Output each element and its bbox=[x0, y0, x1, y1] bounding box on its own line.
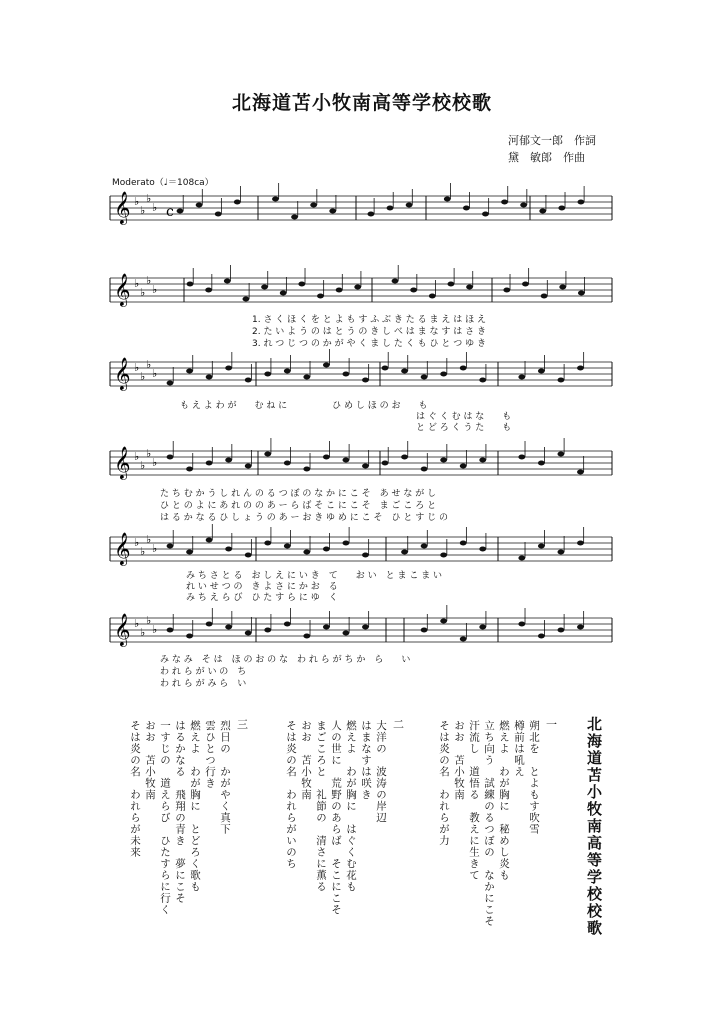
note-head bbox=[225, 366, 232, 371]
note-head bbox=[343, 541, 350, 546]
treble-clef: 𝄞 bbox=[114, 273, 131, 306]
verse-line: 樽前は吼え bbox=[513, 720, 525, 778]
note-head bbox=[518, 375, 525, 380]
note-head bbox=[323, 625, 330, 630]
note-head bbox=[538, 461, 545, 466]
verse-number-2: 二 bbox=[393, 718, 404, 731]
treble-clef: 𝄞 bbox=[114, 357, 131, 390]
verse-line: まごころと 礼節の 清さに薫る bbox=[315, 720, 327, 893]
note-head bbox=[421, 375, 428, 380]
lyric-line: た ち む か う し れ ん の る つ ぼ の な か に こ そ あ せ な が し bbox=[160, 489, 437, 499]
note-head bbox=[206, 538, 213, 543]
lyric-line: み ち さ と る お し え に い き て お い と ま こ ま い bbox=[186, 571, 443, 581]
flat-sign: ♭ bbox=[152, 283, 158, 296]
song-title: 北海道苫小牧南高等学校校歌 bbox=[231, 92, 492, 114]
note-head bbox=[317, 294, 324, 299]
note-head bbox=[167, 381, 174, 386]
note-head bbox=[460, 464, 467, 469]
note-head bbox=[558, 550, 565, 555]
flat-sign: ♭ bbox=[134, 361, 140, 374]
note-head bbox=[206, 375, 213, 380]
note-head bbox=[482, 212, 489, 217]
note-head bbox=[303, 550, 310, 555]
lyric-line: わ れ ら が い の ち bbox=[160, 667, 247, 677]
note-head bbox=[429, 294, 436, 299]
note-head bbox=[558, 378, 565, 383]
note-head bbox=[167, 544, 174, 549]
note-head bbox=[205, 288, 212, 293]
lyric-line: み ち え ら び ひ た す ら に ゆ く bbox=[186, 593, 338, 603]
note-head bbox=[577, 541, 584, 546]
verse-line: 燃えよ わが胸に 秘めし炎も bbox=[498, 720, 510, 881]
lyric-line: 1. さ く ほ く を と よ も す ふ ぶ き た る ま え は ほ え bbox=[252, 315, 486, 325]
note-head bbox=[186, 369, 193, 374]
note-head bbox=[518, 556, 525, 561]
note-head bbox=[362, 378, 369, 383]
verse-line: 烈日の かがやく真下 bbox=[219, 720, 231, 835]
note-head bbox=[264, 628, 271, 633]
treble-clef: 𝄞 bbox=[114, 446, 131, 479]
verse-line: 大洋の 波涛の岸辺 bbox=[375, 720, 387, 824]
verse-line: そは炎の名 われらが力 bbox=[438, 720, 450, 847]
verse-number-3: 三 bbox=[237, 718, 248, 731]
lyric-line: み な み そ は ほ の お の な わ れ ら が ち か ら い bbox=[160, 655, 411, 665]
flat-sign: ♭ bbox=[146, 533, 152, 546]
note-head bbox=[539, 209, 546, 214]
flat-sign: ♭ bbox=[134, 450, 140, 463]
note-head bbox=[186, 467, 193, 472]
note-head bbox=[167, 628, 174, 633]
note-head bbox=[245, 631, 252, 636]
verse-line: おお 苫小牧南 bbox=[453, 720, 465, 801]
flat-sign: ♭ bbox=[146, 614, 152, 627]
lyric-line: 3. れ つ じ つ の か が や く ま し た く も ひ と つ ゆ き bbox=[252, 339, 486, 349]
note-head bbox=[578, 291, 585, 296]
treble-clef: 𝄞 bbox=[114, 532, 131, 565]
lyric-line: 2. た い よ う の は と う の き し べ は ま な す は さ き bbox=[252, 327, 486, 337]
note-head bbox=[264, 452, 271, 457]
note-head bbox=[272, 197, 279, 202]
note-head bbox=[368, 212, 375, 217]
flat-sign: ♭ bbox=[152, 623, 158, 636]
flat-sign: ♭ bbox=[134, 617, 140, 630]
note-head bbox=[224, 279, 231, 284]
note-head bbox=[479, 625, 486, 630]
lyric-line: ひ と の よ に あ れ の の あ ー ら ば そ こ に こ そ ま ご こ ろ と bbox=[160, 501, 437, 511]
verse-number-1: 一 bbox=[546, 718, 557, 731]
note-head bbox=[234, 200, 241, 205]
note-head bbox=[323, 363, 330, 368]
flat-sign: ♭ bbox=[140, 626, 146, 639]
flat-sign: ♭ bbox=[134, 277, 140, 290]
flat-sign: ♭ bbox=[140, 370, 146, 383]
note-head bbox=[261, 285, 268, 290]
note-head bbox=[225, 547, 232, 552]
note-head bbox=[354, 285, 361, 290]
note-head bbox=[303, 375, 310, 380]
note-head bbox=[323, 547, 330, 552]
note-head bbox=[303, 467, 310, 472]
note-head bbox=[362, 464, 369, 469]
note-head bbox=[186, 634, 193, 639]
note-head bbox=[167, 455, 174, 460]
flat-sign: ♭ bbox=[134, 195, 140, 208]
note-head bbox=[362, 625, 369, 630]
note-head bbox=[503, 288, 510, 293]
note-head bbox=[421, 467, 428, 472]
note-head bbox=[382, 461, 389, 466]
flat-sign: ♭ bbox=[152, 542, 158, 555]
note-head bbox=[243, 297, 250, 302]
note-head bbox=[225, 625, 232, 630]
flat-sign: ♭ bbox=[140, 545, 146, 558]
note-head bbox=[577, 470, 584, 475]
note-head bbox=[440, 372, 447, 377]
lyric-line: も え よ わ が む ね に ひ め し ほ の お も bbox=[180, 401, 428, 411]
note-head bbox=[538, 369, 545, 374]
note-head bbox=[460, 366, 467, 371]
note-head bbox=[440, 553, 447, 558]
note-head bbox=[187, 282, 194, 287]
note-head bbox=[401, 550, 408, 555]
verse-section-title: 北海道苫小牧南高等学校校歌 bbox=[585, 716, 603, 937]
note-head bbox=[329, 209, 336, 214]
note-head bbox=[577, 366, 584, 371]
note-head bbox=[558, 452, 565, 457]
note-head bbox=[343, 631, 350, 636]
note-head bbox=[245, 378, 252, 383]
flat-sign: ♭ bbox=[140, 204, 146, 217]
flat-sign: ♭ bbox=[152, 367, 158, 380]
verse-line: はるかなる 飛翔の青き 夢にこそ bbox=[174, 720, 186, 904]
note-head bbox=[578, 200, 585, 205]
lyric-line: れ い せ つ の き よ さ に か お る bbox=[186, 582, 338, 592]
note-head bbox=[479, 458, 486, 463]
note-head bbox=[323, 455, 330, 460]
note-head bbox=[410, 288, 417, 293]
note-head bbox=[343, 458, 350, 463]
flat-sign: ♭ bbox=[146, 274, 152, 287]
note-head bbox=[343, 372, 350, 377]
note-head bbox=[215, 212, 222, 217]
verse-line: 雲ひとつ行き bbox=[204, 720, 216, 789]
note-head bbox=[577, 625, 584, 630]
verse-line: 燃えよ わが胸に はぐくむ花も bbox=[345, 720, 357, 893]
note-head bbox=[392, 279, 399, 284]
note-head bbox=[406, 203, 413, 208]
composer-credit: 黛 敏郎 作曲 bbox=[508, 151, 585, 164]
note-head bbox=[336, 288, 343, 293]
verse-line: 人の世に 荒野のあらば そこにこそ bbox=[330, 720, 342, 916]
note-head bbox=[186, 550, 193, 555]
verse-line: そは炎の名 われらが未来 bbox=[129, 720, 141, 858]
verse-line: おお 苫小牧南 bbox=[300, 720, 312, 801]
note-head bbox=[284, 544, 291, 549]
note-head bbox=[298, 282, 305, 287]
note-head bbox=[401, 455, 408, 460]
verse-line: 燃えよ わが胸に とどろく歌も bbox=[189, 720, 201, 893]
note-head bbox=[382, 366, 389, 371]
time-signature: c bbox=[166, 204, 174, 220]
verse-line: 立ち向う 試練のるつぼの なかにこそ bbox=[483, 720, 495, 927]
note-head bbox=[310, 203, 317, 208]
flat-sign: ♭ bbox=[140, 459, 146, 472]
note-head bbox=[479, 378, 486, 383]
note-head bbox=[522, 282, 529, 287]
lyric-line: わ れ ら が み ら い bbox=[160, 679, 247, 689]
note-head bbox=[440, 619, 447, 624]
note-head bbox=[518, 622, 525, 627]
note-head bbox=[440, 458, 447, 463]
lyric-line: は ぐ く む は な も bbox=[416, 412, 512, 422]
treble-clef: 𝄞 bbox=[114, 613, 131, 646]
note-head bbox=[466, 285, 473, 290]
note-head bbox=[541, 294, 548, 299]
note-head bbox=[291, 215, 298, 220]
tempo-marking: Moderato（♩＝108ca） bbox=[112, 178, 214, 188]
note-head bbox=[206, 622, 213, 627]
note-head bbox=[501, 200, 508, 205]
note-head bbox=[558, 628, 565, 633]
note-head bbox=[558, 206, 565, 211]
note-head bbox=[206, 461, 213, 466]
note-head bbox=[280, 291, 287, 296]
note-head bbox=[401, 369, 408, 374]
note-head bbox=[284, 622, 291, 627]
note-head bbox=[245, 464, 252, 469]
note-head bbox=[479, 547, 486, 552]
note-head bbox=[444, 197, 451, 202]
note-head bbox=[448, 282, 455, 287]
note-head bbox=[518, 455, 525, 460]
note-head bbox=[520, 203, 527, 208]
flat-sign: ♭ bbox=[134, 536, 140, 549]
note-head bbox=[538, 544, 545, 549]
note-head bbox=[264, 541, 271, 546]
note-head bbox=[460, 541, 467, 546]
note-head bbox=[284, 369, 291, 374]
note-head bbox=[421, 544, 428, 549]
flat-sign: ♭ bbox=[146, 447, 152, 460]
note-head bbox=[421, 628, 428, 633]
verse-line: 汗流し 道悟る 教えに生きて bbox=[468, 720, 480, 881]
note-head bbox=[196, 203, 203, 208]
note-head bbox=[225, 458, 232, 463]
flat-sign: ♭ bbox=[146, 358, 152, 371]
note-head bbox=[460, 637, 467, 642]
note-head bbox=[264, 372, 271, 377]
verse-line: 朔北を とよもす吹雪 bbox=[528, 720, 540, 835]
verse-line: そは炎の名 われらがいのち bbox=[285, 720, 297, 870]
lyric-line: は る か な る ひ し ょ う の あ ー お き ゆ め に こ そ ひ と す じ の bbox=[160, 513, 448, 523]
note-head bbox=[463, 206, 470, 211]
note-head bbox=[538, 634, 545, 639]
note-head bbox=[559, 285, 566, 290]
lyric-line: と ど ろ く う た も bbox=[416, 423, 512, 433]
note-head bbox=[387, 206, 394, 211]
lyricist-credit: 河郁文一郎 作詞 bbox=[508, 134, 596, 147]
verse-line: はまなすは咲き bbox=[360, 720, 372, 801]
verse-line: 一すじの 道えらび ひたすらに行く bbox=[159, 720, 171, 916]
note-head bbox=[362, 553, 369, 558]
note-head bbox=[245, 553, 252, 558]
note-head bbox=[284, 461, 291, 466]
verse-line: おお 苫小牧南 bbox=[144, 720, 156, 801]
treble-clef: 𝄞 bbox=[114, 191, 131, 224]
flat-sign: ♭ bbox=[152, 456, 158, 469]
flat-sign: ♭ bbox=[146, 192, 152, 205]
flat-sign: ♭ bbox=[140, 286, 146, 299]
note-head bbox=[177, 209, 184, 214]
note-head bbox=[303, 634, 310, 639]
flat-sign: ♭ bbox=[152, 201, 158, 214]
